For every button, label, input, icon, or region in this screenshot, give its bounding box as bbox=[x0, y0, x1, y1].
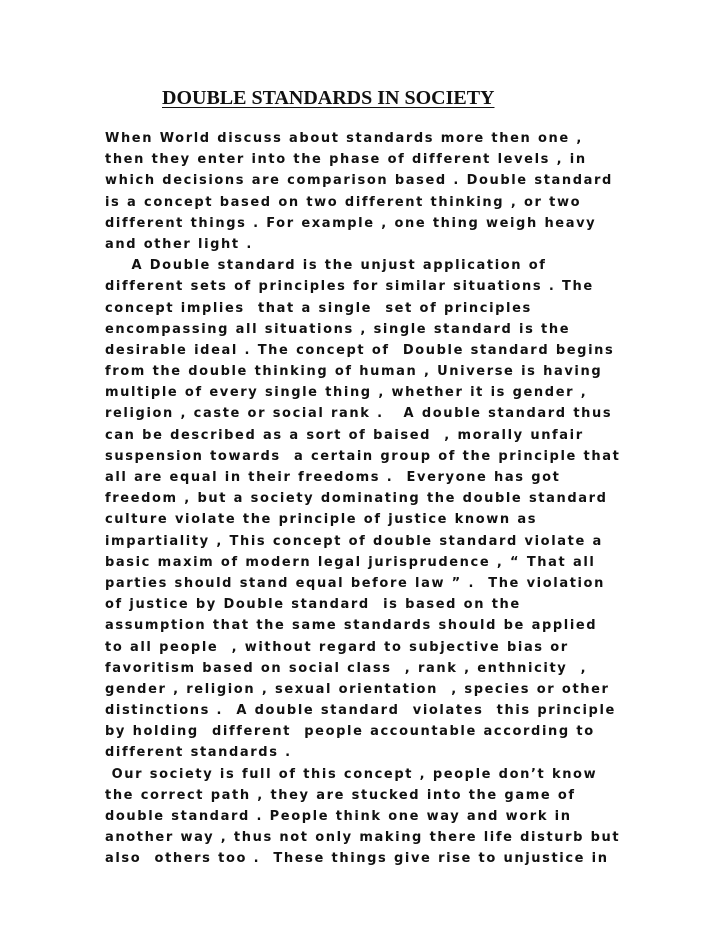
body-text-line: concept implies that a single set of principles bbox=[105, 300, 532, 316]
body-text-line: which decisions are comparison based . Double standard bbox=[105, 173, 613, 189]
body-text-line: to all people , without regard to subjective bias or bbox=[105, 639, 569, 655]
body-text-line: When World discuss about standards more then one , bbox=[105, 131, 583, 146]
body-text-line: the correct path , they are stucked into the game of bbox=[105, 787, 576, 803]
body-text-line: multiple of every single thing , whether it is gender , bbox=[105, 385, 588, 401]
body-text-line: different sets of principles for similar situations . The bbox=[105, 279, 594, 295]
body-text-line: also others too . These things give rise to unjustice in bbox=[105, 851, 609, 867]
body-text-line: basic maxim of modern legal jurisprudence , “ That all bbox=[105, 554, 596, 570]
body-text-line: distinctions . A double standard violates this principle bbox=[105, 703, 616, 719]
body-text-line: assumption that the same standards should be applied bbox=[105, 618, 598, 634]
body-text-line: freedom , but a society dominating the double standard bbox=[105, 491, 608, 507]
body-text-line: different standards . bbox=[105, 745, 292, 761]
body-text-line: and other light . bbox=[105, 236, 253, 252]
body-text-line: then they enter into the phase of different levels , in bbox=[105, 152, 587, 168]
body-text-line: favoritism based on social class , rank , enthnicity , bbox=[105, 660, 588, 676]
body-text-line: suspension towards a certain group of the principle that bbox=[105, 448, 621, 464]
body-text-line: Our society is full of this concept , people don’t know bbox=[105, 766, 598, 782]
body-text-line: double standard . People think one way and work in bbox=[105, 809, 572, 824]
body-text-line: different things . For example , one thing weigh heavy bbox=[105, 215, 597, 231]
document-title: DOUBLE STANDARDS IN SOCIETY bbox=[162, 87, 495, 109]
body-text-line: impartiality , This concept of double standard violate a bbox=[105, 533, 603, 549]
body-text-line: encompassing all situations , single standard is the bbox=[105, 321, 571, 337]
body-text-line: gender , religion , sexual orientation , species or other bbox=[105, 681, 610, 697]
body-text-line: parties should stand equal before law ” . The violation bbox=[105, 575, 605, 591]
body-text-line: another way , thus not only making there life disturb but bbox=[105, 830, 621, 846]
body-text-line: A Double standard is the unjust application of bbox=[105, 258, 547, 274]
body-text-line: of justice by Double standard is based on the bbox=[105, 597, 521, 613]
body-text-line: by holding different people accountable according to bbox=[105, 724, 595, 740]
body-text-line: from the double thinking of human , Universe is having bbox=[105, 364, 603, 380]
body-text-line: all are equal in their freedoms . Everyone has got bbox=[105, 470, 561, 485]
body-text-line: religion , caste or social rank . A double standard thus bbox=[105, 406, 613, 422]
body-text-line: culture violate the principle of justice known as bbox=[105, 512, 538, 528]
body-text-line: can be described as a sort of baised , morally unfair bbox=[105, 427, 584, 443]
document-body bbox=[105, 128, 625, 870]
body-text-line: is a concept based on two different thinking , or two bbox=[105, 194, 582, 210]
body-text-line: desirable ideal . The concept of Double standard begins bbox=[105, 342, 615, 358]
